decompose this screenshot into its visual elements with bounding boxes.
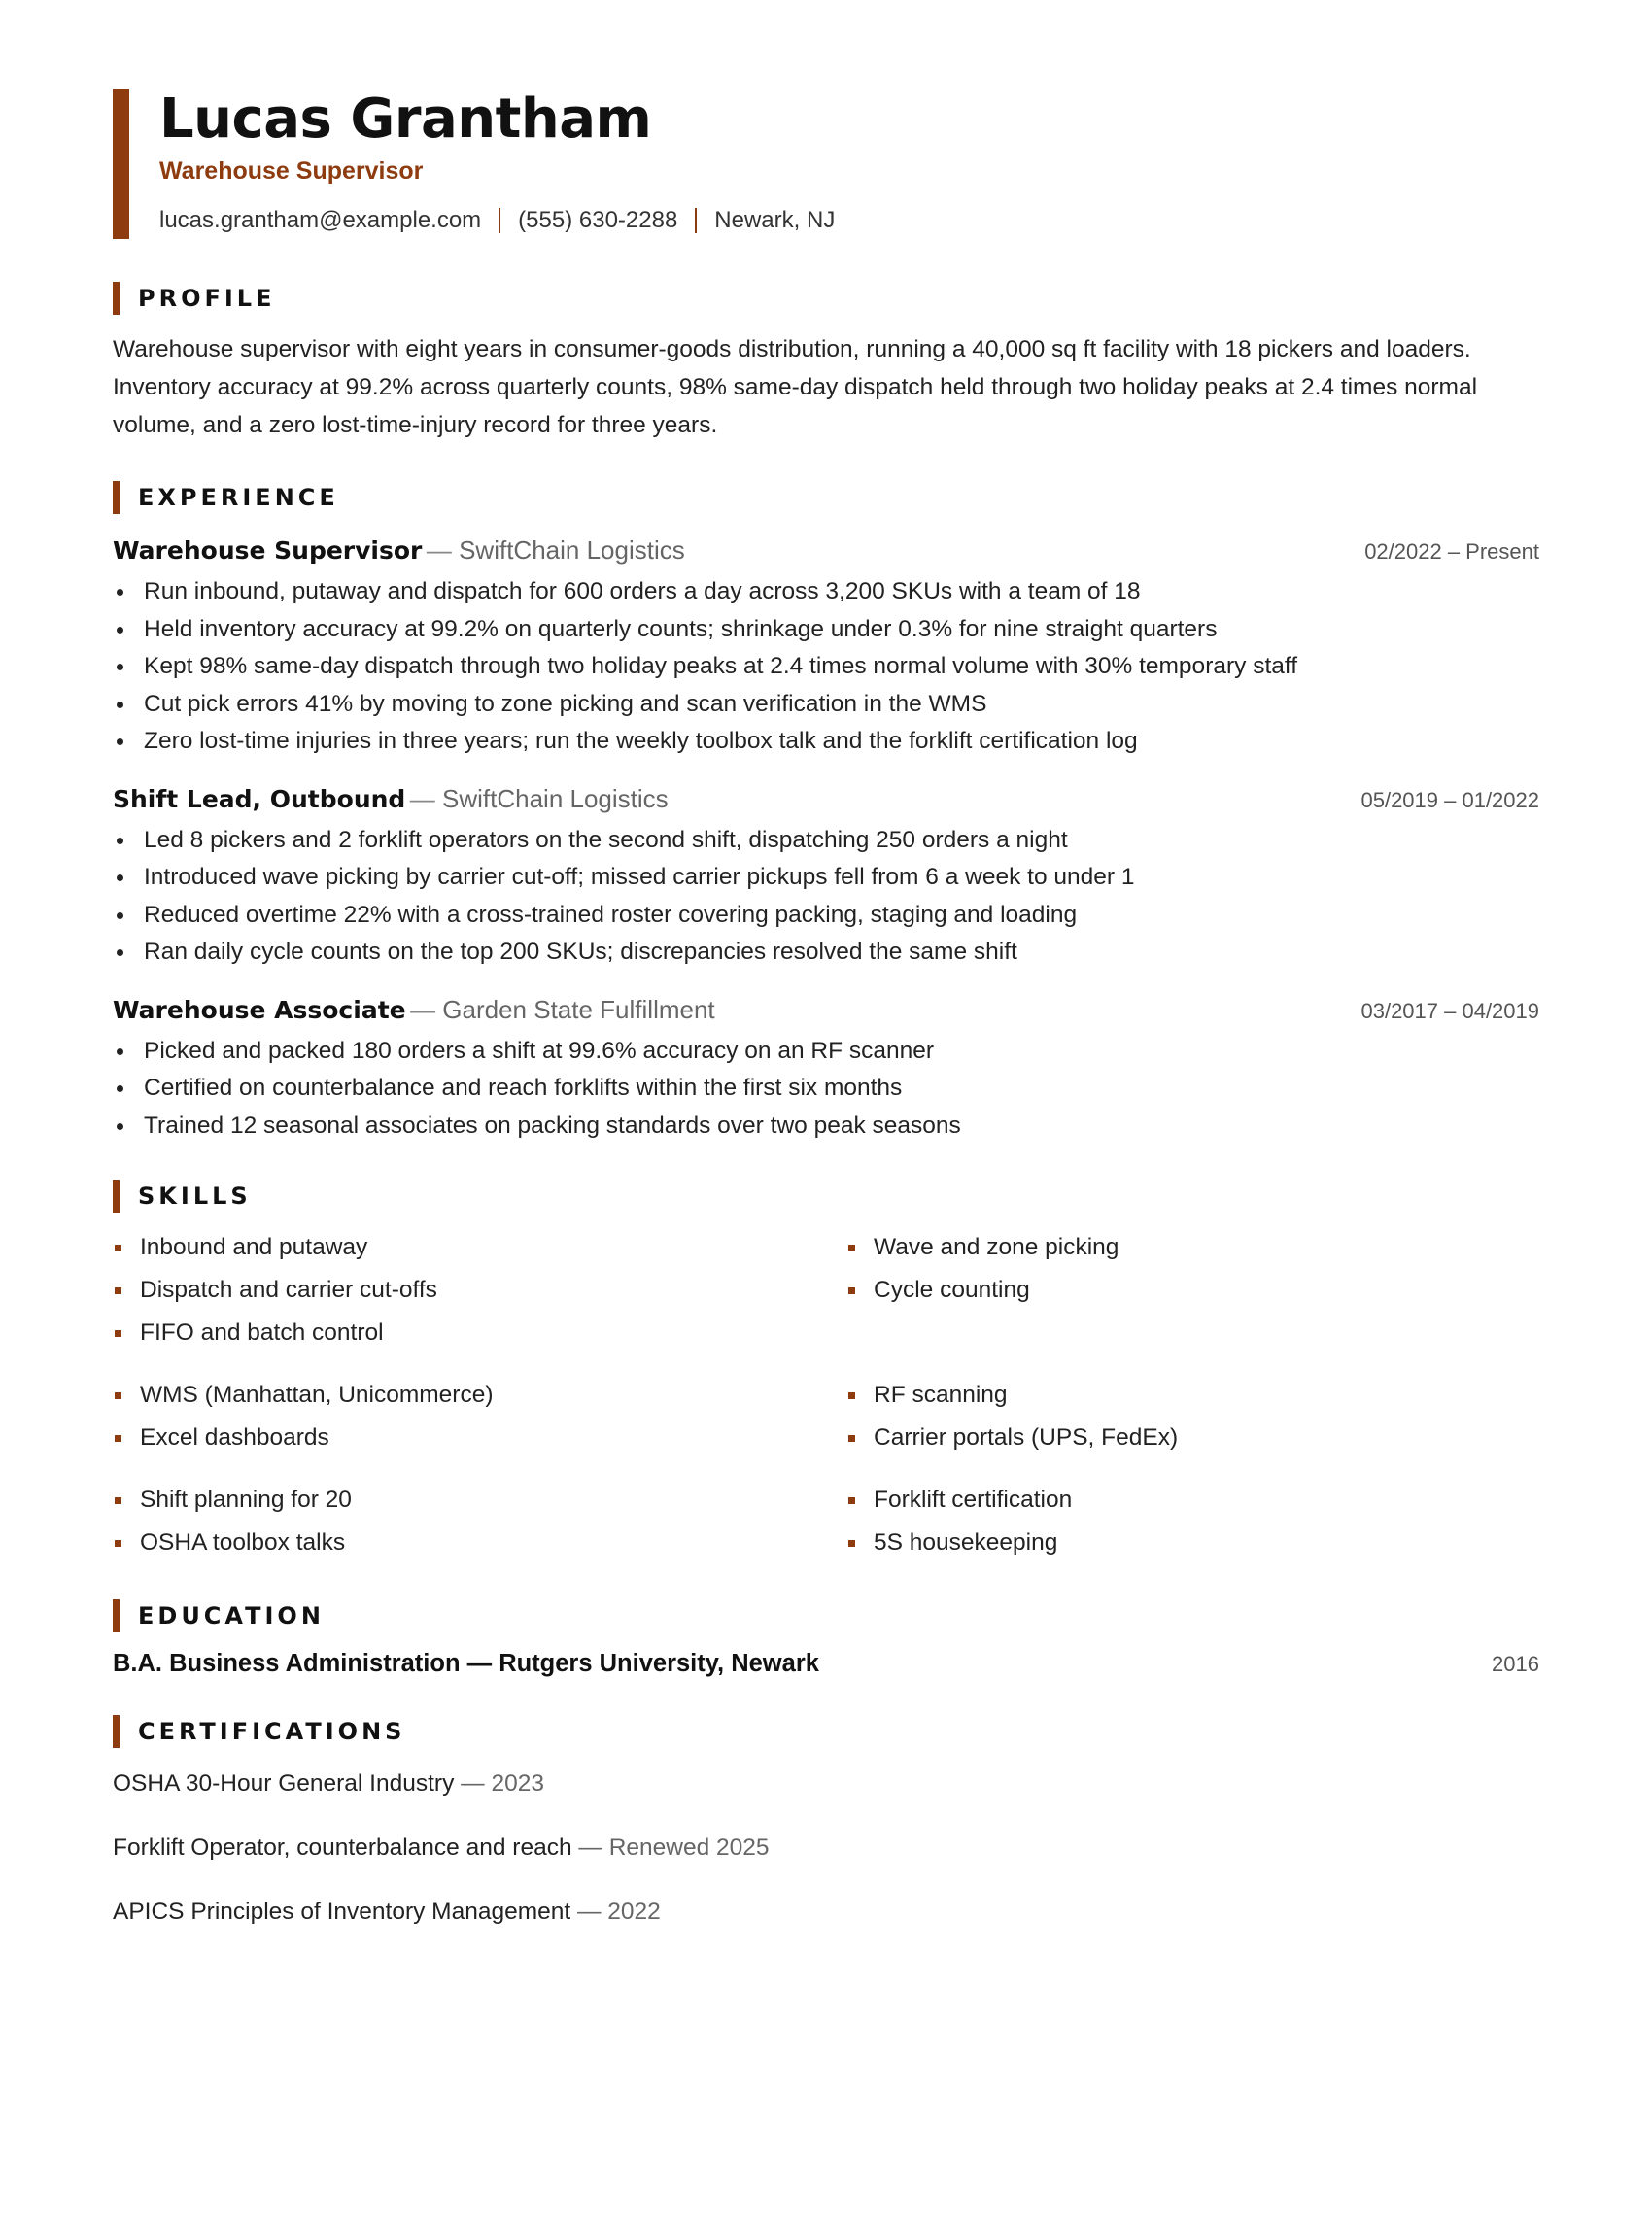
education-section	[113, 1599, 1539, 1678]
skill-item: Cycle counting	[846, 1269, 1539, 1312]
job-company: SwiftChain Logistics	[442, 783, 669, 813]
job-bullet: Certified on counterbalance and reach forklifts within the first six months	[113, 1070, 1539, 1108]
skills-group	[113, 1479, 1539, 1564]
skill-item: Excel dashboards	[113, 1417, 846, 1459]
job-bullet: Led 8 pickers and 2 forklift operators on the second shift, dispatching 250 orders a night	[113, 822, 1539, 860]
skills-column-left	[113, 1226, 846, 1354]
skill-item: OSHA toolbox talks	[113, 1522, 846, 1564]
section-heading-text: PROFILE	[138, 285, 276, 312]
education-entry	[113, 1650, 1539, 1678]
certification-meta: Renewed 2025	[608, 1834, 770, 1861]
job-bullet: Kept 98% same-day dispatch through two holiday peaks at 2.4 times normal volume with 30% temporary staff	[113, 648, 1539, 686]
job-header	[113, 995, 1539, 1025]
certification-dash: —	[570, 1899, 608, 1925]
job-entry	[113, 995, 1539, 1146]
skills-column-left	[113, 1374, 846, 1459]
skills-section	[113, 1180, 1539, 1564]
contact-location: Newark, NJ	[714, 207, 836, 233]
skill-item: RF scanning	[846, 1374, 1539, 1417]
skill-item: WMS (Manhattan, Unicommerce)	[113, 1374, 846, 1417]
section-accent-bar	[113, 1715, 120, 1748]
section-heading-text: CERTIFICATIONS	[138, 1718, 406, 1745]
contact-phone[interactable]: (555) 630-2288	[518, 207, 678, 233]
certification-entry	[113, 1830, 1539, 1867]
skills-group	[113, 1226, 1539, 1354]
section-heading-text: SKILLS	[138, 1182, 252, 1210]
certification-name: OSHA 30-Hour General Industry	[113, 1770, 455, 1797]
job-title: Warehouse Supervisor	[113, 536, 423, 565]
skills-column-right	[846, 1374, 1539, 1459]
job-dates: 05/2019 – 01/2022	[1360, 787, 1539, 812]
job-bullets	[113, 573, 1539, 761]
section-heading-skills	[113, 1180, 1539, 1213]
job-header	[113, 784, 1539, 814]
certifications-section	[113, 1715, 1539, 1931]
skill-item: Shift planning for 20	[113, 1479, 846, 1522]
section-heading-experience	[113, 481, 1539, 514]
candidate-role: Warehouse Supervisor	[159, 157, 424, 185]
skills-column-right	[846, 1479, 1539, 1564]
section-accent-bar	[113, 1180, 120, 1213]
skills-column-left	[113, 1479, 846, 1564]
job-company: SwiftChain Logistics	[459, 535, 685, 565]
job-bullet: Trained 12 seasonal associates on packing standards over two peak seasons	[113, 1108, 1539, 1146]
experience-section	[113, 481, 1539, 1145]
certification-name: Forklift Operator, counterbalance and reach	[113, 1834, 572, 1861]
job-title: Warehouse Associate	[113, 995, 406, 1024]
skill-item: Inbound and putaway	[113, 1226, 846, 1269]
section-accent-bar	[113, 282, 120, 315]
section-heading-text: EXPERIENCE	[138, 484, 339, 511]
job-company: Garden State Fulfillment	[442, 994, 715, 1024]
job-bullet: Ran daily cycle counts on the top 200 SKUs; discrepancies resolved the same shift	[113, 934, 1539, 972]
certification-dash: —	[571, 1834, 609, 1861]
certification-entry	[113, 1894, 1539, 1931]
job-bullets	[113, 822, 1539, 972]
job-dash: —	[409, 783, 443, 813]
certification-meta: 2022	[607, 1899, 661, 1925]
resume-header	[113, 89, 1539, 239]
profile-summary: Warehouse supervisor with eight years in consumer-goods distribution, running a 40,000 sq ft facility with 18 pickers and loaders. Inventory accuracy at 99.2% across quarterly counts, 98% same-day dispatch held through two holiday peaks at 2.4 times normal volume, and a zero lost-time-injury record for three years.	[113, 336, 1478, 438]
section-heading-certifications	[113, 1715, 1539, 1748]
certification-name: APICS Principles of Inventory Management	[113, 1899, 571, 1925]
contact-separator	[695, 208, 697, 233]
skill-item: Forklift certification	[846, 1479, 1539, 1522]
contact-separator	[499, 208, 500, 233]
skill-item: Carrier portals (UPS, FedEx)	[846, 1417, 1539, 1459]
job-title: Shift Lead, Outbound	[113, 784, 406, 813]
skill-item: Dispatch and carrier cut-offs	[113, 1269, 846, 1312]
job-bullet: Picked and packed 180 orders a shift at 99.6% accuracy on an RF scanner	[113, 1033, 1539, 1071]
job-bullet: Held inventory accuracy at 99.2% on quarterly counts; shrinkage under 0.3% for nine straight quarters	[113, 611, 1539, 649]
section-heading-text: EDUCATION	[138, 1602, 325, 1629]
resume-page	[0, 89, 1652, 2227]
job-dates: 02/2022 – Present	[1364, 539, 1539, 564]
candidate-name: Lucas Grantham	[159, 87, 652, 151]
job-dash: —	[426, 535, 460, 565]
job-dash: —	[410, 994, 443, 1024]
profile-section	[113, 282, 1539, 444]
job-header	[113, 535, 1539, 565]
skills-column-right	[846, 1226, 1539, 1354]
header-accent-bar	[113, 89, 129, 239]
skill-item: FIFO and batch control	[113, 1312, 846, 1354]
section-heading-education	[113, 1599, 1539, 1632]
job-bullet: Cut pick errors 41% by moving to zone picking and scan verification in the WMS	[113, 686, 1539, 724]
job-bullet: Introduced wave picking by carrier cut-off; missed carrier pickups fell from 6 a week to under 1	[113, 859, 1539, 897]
section-accent-bar	[113, 481, 120, 514]
contact-email[interactable]: lucas.grantham@example.com	[159, 207, 482, 233]
skills-group	[113, 1374, 1539, 1459]
contact-line	[159, 207, 1539, 234]
job-entry	[113, 784, 1539, 972]
skill-item: Wave and zone picking	[846, 1226, 1539, 1269]
certification-meta: 2023	[491, 1770, 544, 1797]
section-heading-profile	[113, 282, 1539, 315]
section-accent-bar	[113, 1599, 120, 1632]
job-bullets	[113, 1033, 1539, 1146]
education-year: 2016	[1492, 1652, 1539, 1676]
job-bullet: Run inbound, putaway and dispatch for 600 orders a day across 3,200 SKUs with a team of 18	[113, 573, 1539, 611]
certification-dash: —	[454, 1770, 492, 1797]
job-dates: 03/2017 – 04/2019	[1360, 998, 1539, 1023]
education-degree: B.A. Business Administration — Rutgers University, Newark	[113, 1650, 819, 1677]
certification-entry	[113, 1765, 1539, 1802]
skill-item: 5S housekeeping	[846, 1522, 1539, 1564]
job-entry	[113, 535, 1539, 761]
job-bullet: Zero lost-time injuries in three years; run the weekly toolbox talk and the forklift certification log	[113, 723, 1539, 761]
job-bullet: Reduced overtime 22% with a cross-trained roster covering packing, staging and loading	[113, 897, 1539, 935]
